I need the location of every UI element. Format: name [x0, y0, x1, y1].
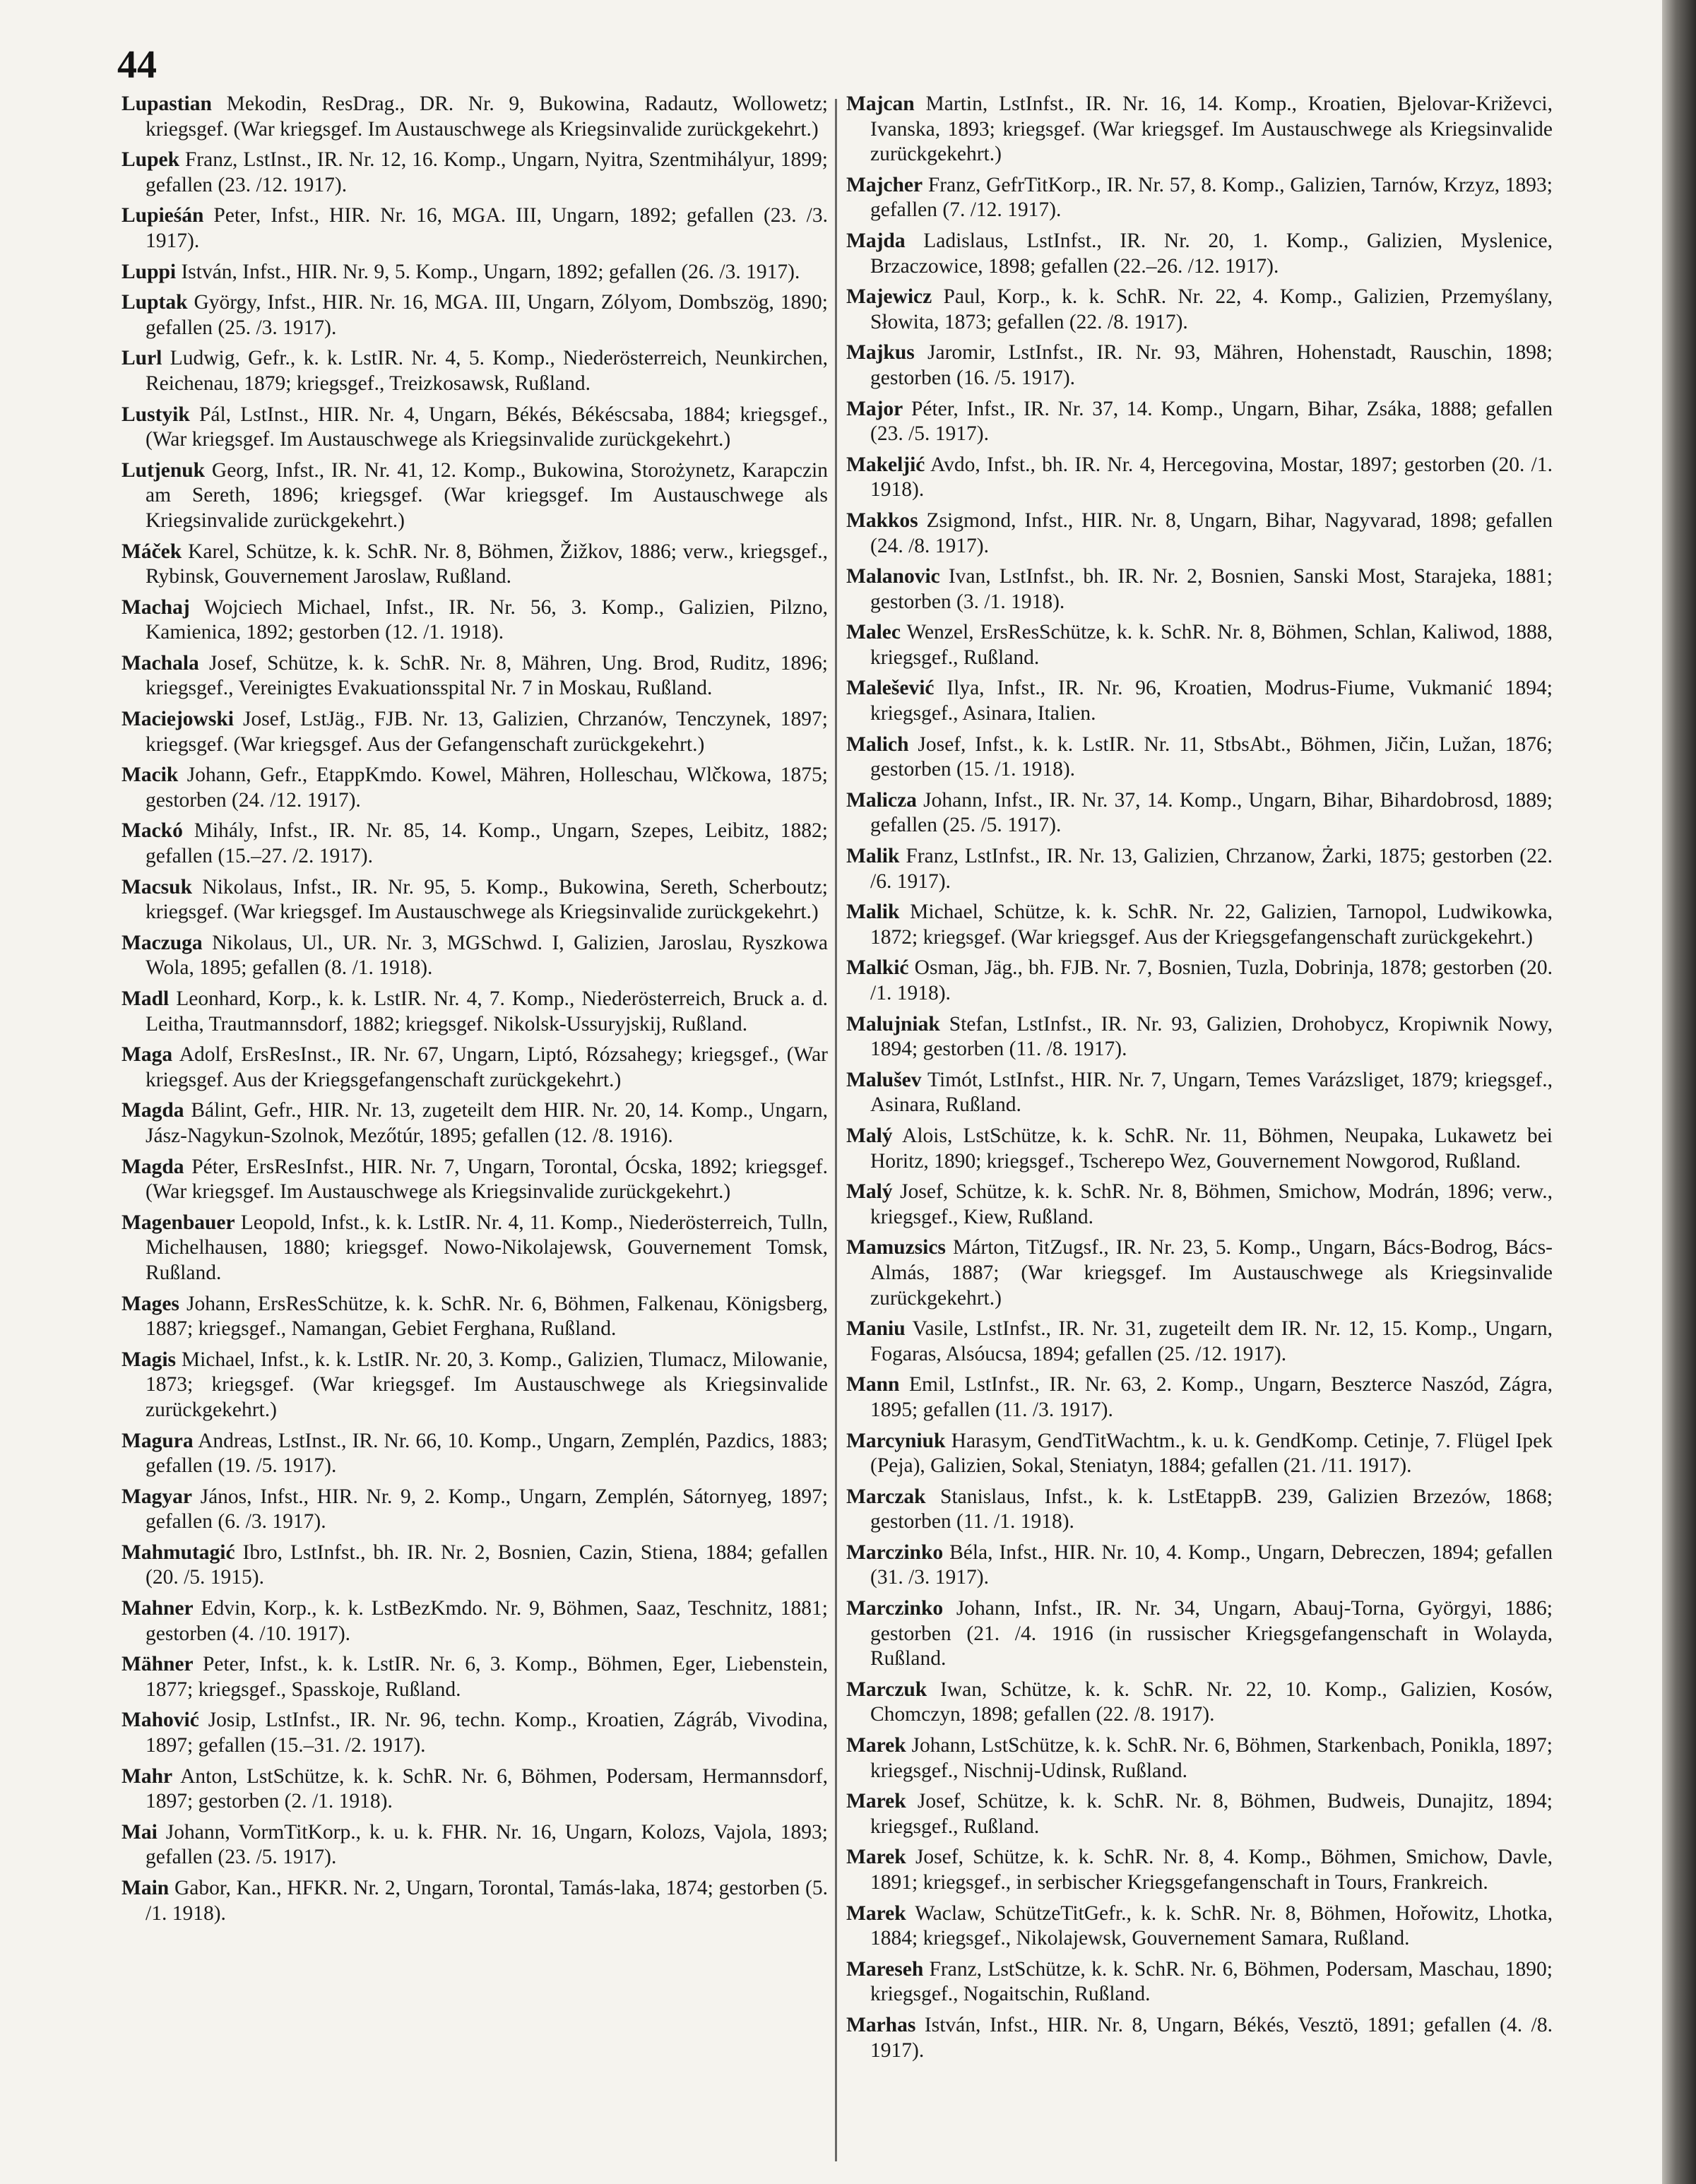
entry-details: Franz, LstInfst., IR. Nr. 13, Galizien, Chrzanow, Żarki, 1875; gestorben (22. /6. 1917). — [870, 845, 1553, 893]
register-entry — [846, 1124, 1553, 1174]
entry-surname: Mareseh — [846, 1957, 924, 1981]
register-entry — [121, 1155, 828, 1205]
entry-surname: Malik — [846, 845, 900, 868]
entry-details: Mekodin, ResDrag., DR. Nr. 9, Bukowina, Radautz, Wollowetz; kriegsgef. (War kriegsgef. Im Austauschwege als Kriegsinvalide zurückgekehrt.) — [146, 93, 828, 141]
entry-details: István, Infst., HIR. Nr. 8, Ungarn, Békés, Vesztö, 1891; gefallen (4. /8. 1917). — [870, 2013, 1553, 2062]
entry-details: Péter, ErsResInfst., HIR. Nr. 7, Ungarn, Torontal, Ócska, 1892; kriegsgef. (War kriegsgef. Im Austauschwege als Kriegsinvalide zurückgekehrt.) — [146, 1155, 828, 1204]
register-entry — [846, 1957, 1553, 2007]
entry-surname: Mai — [121, 1820, 158, 1844]
entry-details: Jaromir, LstInfst., IR. Nr. 93, Mähren, Hohenstadt, Rauschin, 1898; gestorben (16. /5. 1917). — [870, 341, 1553, 389]
register-entry — [846, 1845, 1553, 1895]
register-entry — [121, 92, 828, 142]
register-entry — [846, 788, 1553, 838]
entry-surname: Mages — [121, 1292, 179, 1315]
entry-details: Franz, LstSchütze, k. k. SchR. Nr. 6, Böhmen, Podersam, Maschau, 1890; kriegsgef., Nogaitschin, Rußland. — [870, 1957, 1553, 2006]
register-entry — [121, 1429, 828, 1479]
entry-surname: Mahmutagić — [121, 1541, 235, 1564]
entry-surname: Marek — [846, 1734, 906, 1757]
entry-surname: Malujniak — [846, 1012, 940, 1035]
entry-surname: Magda — [121, 1155, 184, 1178]
entry-details: Wojciech Michael, Infst., IR. Nr. 56, 3. Komp., Galizien, Pilzno, Kamienica, 1892; gestorben (12. /1. 1918). — [146, 595, 828, 644]
entry-surname: Marczinko — [846, 1597, 944, 1620]
entry-surname: Maczuga — [121, 931, 203, 954]
register-entry — [121, 540, 828, 590]
entry-details: Bálint, Gefr., HIR. Nr. 13, zugeteilt dem HIR. Nr. 20, 14. Komp., Ungarn, Jász-Nagykun-Szolnok, Mezőtúr, 1895; gefallen (12. /8. 1916). — [146, 1099, 828, 1147]
entry-surname: Majcher — [846, 173, 923, 196]
entry-surname: Malý — [846, 1180, 893, 1204]
entry-details: Michael, Schütze, k. k. SchR. Nr. 22, Galizien, Tarnopol, Ludwikowka, 1872; kriegsgef. (War kriegsgef. Aus der Kriegsgefangenschaft zurückgekehrt.) — [870, 901, 1553, 949]
entry-details: Péter, Infst., IR. Nr. 37, 14. Komp., Ungarn, Bihar, Zsáka, 1888; gefallen (23. /5. 1917). — [870, 397, 1553, 446]
entry-surname: Magis — [121, 1348, 177, 1371]
entry-details: Leopold, Infst., k. k. LstIR. Nr. 4, 11. Komp., Niederösterreich, Tulln, Michelhausen, 1880; kriegsgef. Nowo-Nikolajewsk, Gouvernement Tomsk, Rußland. — [146, 1211, 828, 1284]
register-entry — [846, 1372, 1553, 1423]
entry-surname: Maniu — [846, 1317, 906, 1341]
entry-details: Peter, Infst., k. k. LstIR. Nr. 6, 3. Komp., Böhmen, Eger, Liebenstein, 1877; kriegsgef., Spasskoje, Rußland. — [146, 1653, 828, 1701]
entry-surname: Mamuzsics — [846, 1236, 946, 1259]
entry-surname: Majkus — [846, 341, 915, 364]
entry-details: Johann, LstSchütze, k. k. SchR. Nr. 6, Böhmen, Starkenbach, Ponikla, 1897; kriegsgef., Nischnij-Udinsk, Rußland. — [870, 1734, 1553, 1782]
entry-details: Osman, Jäg., bh. FJB. Nr. 7, Bosnien, Tuzla, Dobrinja, 1878; gestorben (20. /1. 1918). — [870, 956, 1553, 1004]
entry-surname: Mahr — [121, 1764, 173, 1788]
entry-surname: Majda — [846, 229, 906, 252]
register-entry — [846, 732, 1553, 783]
entry-details: Josef, Infst., k. k. LstIR. Nr. 11, StbsAbt., Böhmen, Jičin, Lužan, 1876; gestorben (15. /1. 1918). — [870, 732, 1553, 781]
entry-details: Anton, LstSchütze, k. k. SchR. Nr. 6, Böhmen, Podersam, Hermannsdorf, 1897; gestorben (2. /1. 1918). — [146, 1764, 828, 1813]
entry-details: Franz, LstInst., IR. Nr. 12, 16. Komp., Ungarn, Nyitra, Szentmihályur, 1899; gefallen (23. /12. 1917). — [146, 148, 828, 196]
entry-surname: Mahner — [121, 1597, 194, 1620]
entry-details: Ludwig, Gefr., k. k. LstIR. Nr. 4, 5. Komp., Niederösterreich, Neunkirchen, Reichenau, 1879; kriegsgef., Treizkosawsk, Rußland. — [146, 347, 828, 395]
entry-details: Josip, LstInfst., IR. Nr. 96, techn. Komp., Kroatien, Zágráb, Vivodina, 1897; gefallen (15.–31. /2. 1917). — [146, 1709, 828, 1757]
entry-surname: Máček — [121, 540, 182, 563]
entry-surname: Majcan — [846, 93, 915, 115]
entry-surname: Marcyniuk — [846, 1429, 946, 1452]
register-entry — [846, 620, 1553, 670]
entry-details: Ibro, LstInfst., bh. IR. Nr. 2, Bosnien, Cazin, Stiena, 1884; gefallen (20. /5. 1915). — [146, 1541, 828, 1589]
register-entry — [121, 819, 828, 869]
register-entry — [121, 1348, 828, 1423]
entry-details: Josef, Schütze, k. k. SchR. Nr. 8, Böhmen, Smichow, Modrán, 1896; verw., kriegsgef., Kiew, Rußland. — [870, 1180, 1553, 1228]
entry-details: Johann, Gefr., EtappKmdo. Kowel, Mähren, Holleschau, Wlčkowa, 1875; gestorben (24. /12. 1917). — [146, 764, 828, 812]
register-entry — [846, 956, 1553, 1006]
register-entry — [846, 1235, 1553, 1311]
entry-surname: Lurl — [121, 347, 162, 370]
register-entry — [121, 148, 828, 198]
entry-details: Gabor, Kan., HFKR. Nr. 2, Ungarn, Torontal, Tamás-laka, 1874; gestorben (5. /1. 1918). — [146, 1877, 828, 1925]
entry-details: Emil, LstInfst., IR. Nr. 63, 2. Komp., Ungarn, Beszterce Naszód, Zágra, 1895; gefallen (11. /3. 1917). — [870, 1373, 1553, 1421]
register-entry — [846, 1429, 1553, 1479]
entry-details: Martin, LstInfst., IR. Nr. 16, 14. Komp., Kroatien, Bjelovar-Križevci, Ivanska, 1893; kriegsgef. (War kriegsgef. Im Austauschwege als Kriegsinvalide zurückgekehrt.) — [870, 93, 1553, 166]
register-entry — [846, 453, 1553, 503]
register-entry — [121, 1211, 828, 1286]
entry-surname: Machaj — [121, 595, 190, 619]
entry-details: Harasym, GendTitWachtm., k. u. k. GendKomp. Cetinje, 7. Flügel Ipek (Peja), Galizien, Sokal, Steniatyn, 1884; gefallen (21. /11. 1917). — [870, 1429, 1553, 1478]
entry-surname: Mackó — [121, 819, 183, 843]
register-entry — [846, 1012, 1553, 1062]
entry-surname: Marczak — [846, 1485, 926, 1508]
entry-surname: Macsuk — [121, 875, 192, 898]
column-divider — [835, 99, 837, 2161]
entry-details: Johann, Infst., IR. Nr. 37, 14. Komp., Ungarn, Bihar, Bihardobrosd, 1889; gefallen (25. /5. 1917). — [870, 788, 1553, 837]
entry-details: Johann, ErsResSchütze, k. k. SchR. Nr. 6, Böhmen, Falkenau, Königsberg, 1887; kriegsgef., Namangan, Gebiet Ferghana, Rußland. — [146, 1292, 828, 1341]
entry-details: Stefan, LstInfst., IR. Nr. 93, Galizien, Drohobycz, Kropiwnik Nowy, 1894; gestorben (11. /8. 1917). — [870, 1012, 1553, 1061]
entry-details: Johann, Infst., IR. Nr. 34, Ungarn, Abauj-Torna, Györgyi, 1886; gestorben (21. /4. 1916 (in russischer Kriegsgefangenschaft in Wolayda, Rußland. — [870, 1597, 1553, 1670]
entry-details: Michael, Infst., k. k. LstIR. Nr. 20, 3. Komp., Galizien, Tlumacz, Milowanie, 1873; kriegsgef. (War kriegsgef. Im Austauschwege als Kriegsinvalide zurückgekehrt.) — [146, 1348, 828, 1421]
entry-surname: Magda — [121, 1099, 184, 1122]
register-entry — [846, 397, 1553, 447]
entry-surname: Malkić — [846, 956, 909, 980]
entry-surname: Malec — [846, 621, 901, 644]
entry-details: Béla, Infst., HIR. Nr. 10, 4. Komp., Ungarn, Debreczen, 1894; gefallen (31. /3. 1917). — [870, 1541, 1553, 1589]
entry-surname: Macik — [121, 764, 179, 787]
entry-details: Stanislaus, Infst., k. k. LstEtappB. 239, Galizien Brzezów, 1868; gestorben (11. /1. 1918). — [870, 1485, 1553, 1533]
entry-surname: Lupastian — [121, 93, 212, 115]
entry-details: Ilya, Infst., IR. Nr. 96, Kroatien, Modrus-Fiume, Vukmanić 1894; kriegsgef., Asinara, Italien. — [870, 677, 1553, 725]
entry-details: Vasile, LstInfst., IR. Nr. 31, zugeteilt dem IR. Nr. 12, 15. Komp., Ungarn, Fogaras, Alsóucsa, 1894; gefallen (25. /12. 1917). — [870, 1317, 1553, 1365]
entry-surname: Makkos — [846, 509, 918, 532]
entry-details: Mihály, Infst., IR. Nr. 85, 14. Komp., Ungarn, Szepes, Leibitz, 1882; gefallen (15.–27. /2. 1917). — [146, 819, 828, 868]
entry-details: Franz, GefrTitKorp., IR. Nr. 57, 8. Komp., Galizien, Tarnów, Krzyz, 1893; gefallen (7. /12. 1917). — [870, 173, 1553, 222]
entry-details: Nikolaus, Infst., IR. Nr. 95, 5. Komp., Bukowina, Sereth, Scherboutz; kriegsgef. (War kriegsgef. Im Austauschwege als Kriegsinvalide zurückgekehrt.) — [146, 875, 828, 924]
register-entry — [846, 676, 1553, 726]
entry-surname: Marek — [846, 1790, 906, 1813]
register-entry — [121, 346, 828, 396]
entry-surname: Malý — [846, 1124, 893, 1147]
register-entry — [846, 900, 1553, 950]
register-entry — [846, 1678, 1553, 1728]
entry-surname: Malik — [846, 901, 900, 924]
register-entry — [121, 651, 828, 701]
register-entry — [846, 92, 1553, 167]
entry-surname: Malicza — [846, 788, 917, 812]
register-entry — [846, 285, 1553, 335]
entry-details: Josef, Schütze, k. k. SchR. Nr. 8, Mähren, Ung. Brod, Ruditz, 1896; kriegsgef., Vereinigtes Evakuationsspital Nr. 7 in Moskau, Rußland. — [146, 651, 828, 700]
entry-surname: Lutjenuk — [121, 458, 206, 482]
entry-surname: Luppi — [121, 260, 177, 283]
entry-details: Paul, Korp., k. k. SchR. Nr. 22, 4. Komp., Galizien, Przemyślany, Słowita, 1873; gefallen (22. /8. 1917). — [870, 285, 1553, 333]
column-right — [846, 92, 1553, 2176]
entry-details: Peter, Infst., HIR. Nr. 16, MGA. III, Ungarn, 1892; gefallen (23. /3. 1917). — [146, 204, 828, 252]
entry-details: Leonhard, Korp., k. k. LstIR. Nr. 4, 7. Komp., Niederösterreich, Bruck a. d. Leitha, Trautmannsdorf, 1882; kriegsgef. Nikolsk-Ussuryjskij, Rußland. — [146, 987, 828, 1035]
entry-details: Josef, Schütze, k. k. SchR. Nr. 8, 4. Komp., Böhmen, Smichow, Davle, 1891; kriegsgef., in serbischer Kriegsgefangenschaft in Tours, Frankreich. — [870, 1846, 1553, 1894]
entry-surname: Maga — [121, 1043, 173, 1067]
register-entry — [846, 2013, 1553, 2063]
entry-details: Zsigmond, Infst., HIR. Nr. 8, Ungarn, Bihar, Nagyvarad, 1898; gefallen (24. /8. 1917). — [870, 509, 1553, 557]
entry-details: Ivan, LstInfst., bh. IR. Nr. 2, Bosnien, Sanski Most, Starajeka, 1881; gestorben (3. /1. 1918). — [870, 565, 1553, 613]
entry-details: Georg, Infst., IR. Nr. 41, 12. Komp., Bukowina, Storożynetz, Karapczin am Sereth, 1896; kriegsgef. (War kriegsgef. Im Austauschwege als Kriegsinvalide zurückgekehrt.) — [146, 458, 828, 532]
entry-surname: Mähner — [121, 1653, 194, 1676]
entry-surname: Majewicz — [846, 285, 932, 309]
entry-details: György, Infst., HIR. Nr. 16, MGA. III, Ungarn, Zólyom, Dombszög, 1890; gefallen (25. /3. 1917). — [146, 291, 828, 339]
entry-details: Waclaw, SchützeTitGefr., k. k. SchR. Nr. 8, Böhmen, Hořowitz, Lhotka, 1884; kriegsgef., Nikolajewsk, Gouvernement Samara, Rußland. — [870, 1901, 1553, 1950]
page-number: 44 — [117, 43, 157, 87]
entry-details: Karel, Schütze, k. k. SchR. Nr. 8, Böhmen, Žižkov, 1886; verw., kriegsgef., Rybinsk, Gouvernement Jaroslaw, Rußland. — [146, 540, 828, 588]
register-entry — [121, 1820, 828, 1870]
register-entry — [846, 1541, 1553, 1591]
entry-details: Adolf, ErsResInst., IR. Nr. 67, Ungarn, Liptó, Rózsahegy; kriegsgef., (War kriegsgef. Aus der Kriegsgefangenschaft zurückgekehrt.) — [146, 1043, 828, 1091]
register-entry — [121, 707, 828, 757]
register-entry — [121, 1764, 828, 1815]
register-entry — [121, 290, 828, 340]
register-entry — [121, 595, 828, 646]
register-entry — [846, 1317, 1553, 1367]
register-entry — [846, 844, 1553, 894]
register-entry — [121, 1596, 828, 1646]
entry-details: Iwan, Schütze, k. k. SchR. Nr. 22, 10. Komp., Galizien, Kosów, Chomczyn, 1898; gefallen (22. /8. 1917). — [870, 1678, 1553, 1726]
entry-surname: Mann — [846, 1373, 900, 1396]
entry-surname: Magura — [121, 1429, 194, 1452]
register-entry — [846, 229, 1553, 279]
register-entry — [846, 1733, 1553, 1784]
entry-surname: Lupek — [121, 148, 179, 172]
register-entry — [846, 1596, 1553, 1672]
entry-surname: Mahović — [121, 1709, 199, 1732]
entry-surname: Marczinko — [846, 1541, 944, 1564]
register-entry — [121, 1652, 828, 1702]
register-entry — [121, 875, 828, 925]
entry-surname: Malešević — [846, 677, 935, 700]
entry-surname: Makeljić — [846, 453, 925, 476]
register-entry — [846, 1068, 1553, 1118]
entry-details: Josef, LstJäg., FJB. Nr. 13, Galizien, Chrzanów, Tenczynek, 1897; kriegsgef. (War kriegsgef. Aus der Gefangenschaft zurückgekehrt.) — [146, 708, 828, 756]
entry-surname: Lupieśán — [121, 204, 204, 227]
register-entry — [121, 763, 828, 813]
entry-surname: Magenbauer — [121, 1211, 235, 1234]
register-entry — [846, 340, 1553, 391]
register-entry — [846, 1789, 1553, 1839]
entry-surname: Marhas — [846, 2013, 916, 2036]
entry-surname: Main — [121, 1877, 170, 1899]
register-entry — [846, 509, 1553, 559]
register-entry — [846, 1180, 1553, 1230]
entry-details: Ladislaus, LstInfst., IR. Nr. 20, 1. Komp., Galizien, Myslenice, Brzaczowice, 1898; gefallen (22.–26. /12. 1917). — [870, 229, 1553, 278]
register-entry — [121, 203, 828, 254]
register-entry — [121, 260, 828, 285]
register-entry — [846, 173, 1553, 223]
entry-details: János, Infst., HIR. Nr. 9, 2. Komp., Ungarn, Zemplén, Sátornyeg, 1897; gefallen (6. /3. 1917). — [146, 1485, 828, 1533]
entry-details: Johann, VormTitKorp., k. u. k. FHR. Nr. 16, Ungarn, Kolozs, Vajola, 1893; gefallen (23. /5. 1917). — [146, 1820, 828, 1869]
page-edge-shadow — [1662, 0, 1696, 2184]
entry-surname: Major — [846, 397, 903, 420]
register-entry — [121, 403, 828, 453]
entry-details: István, Infst., HIR. Nr. 9, 5. Komp., Ungarn, 1892; gefallen (26. /3. 1917). — [181, 260, 800, 283]
entry-details: Alois, LstSchütze, k. k. SchR. Nr. 11, Böhmen, Neupaka, Lukawetz bei Horitz, 1890; kriegsgef., Tscherepo Wez, Gouvernement Nowgorod, Rußland. — [870, 1124, 1553, 1173]
register-entry — [121, 931, 828, 981]
register-entry — [121, 458, 828, 534]
entry-surname: Maciejowski — [121, 708, 234, 731]
entry-surname: Machala — [121, 651, 199, 675]
entry-details: Pál, LstInst., HIR. Nr. 4, Ungarn, Békés, Békéscsaba, 1884; kriegsgef., (War kriegsgef. Im Austauschwege als Kriegsinvalide zurückgekehrt.) — [146, 403, 828, 451]
entry-surname: Marczuk — [846, 1678, 927, 1701]
entry-surname: Lustyik — [121, 403, 190, 426]
register-entry — [846, 1485, 1553, 1535]
register-entry — [121, 1043, 828, 1093]
register-entry — [846, 1901, 1553, 1952]
register-entry — [121, 1292, 828, 1342]
register-entry — [121, 1098, 828, 1149]
entry-surname: Magyar — [121, 1485, 192, 1508]
entry-surname: Madl — [121, 987, 170, 1010]
entry-details: Josef, Schütze, k. k. SchR. Nr. 8, Böhmen, Budweis, Dunajitz, 1894; kriegsgef., Rußland. — [870, 1790, 1553, 1838]
entry-details: Timót, LstInfst., HIR. Nr. 7, Ungarn, Temes Varázsliget, 1879; kriegsgef., Asinara, Rußland. — [870, 1068, 1553, 1117]
register-entry — [846, 564, 1553, 615]
register-entry — [121, 1485, 828, 1535]
entry-details: Avdo, Infst., bh. IR. Nr. 4, Hercegovina, Mostar, 1897; gestorben (20. /1. 1918). — [870, 453, 1553, 502]
register-entry — [121, 1876, 828, 1926]
entry-surname: Luptak — [121, 291, 188, 314]
entry-surname: Malušev — [846, 1068, 922, 1091]
entry-details: Andreas, LstInst., IR. Nr. 66, 10. Komp., Ungarn, Zemplén, Pazdics, 1883; gefallen (19. /5. 1917). — [146, 1429, 828, 1478]
entry-details: Wenzel, ErsResSchütze, k. k. SchR. Nr. 8, Böhmen, Schlan, Kaliwod, 1888, kriegsgef., Rußland. — [870, 621, 1553, 669]
entry-surname: Marek — [846, 1901, 906, 1925]
entry-details: Nikolaus, Ul., UR. Nr. 3, MGSchwd. I, Galizien, Jaroslau, Ryszkowa Wola, 1895; gefallen (8. /1. 1918). — [146, 931, 828, 980]
entry-details: Edvin, Korp., k. k. LstBezKmdo. Nr. 9, Böhmen, Saaz, Teschnitz, 1881; gestorben (4. /10. 1917). — [146, 1597, 828, 1645]
column-left — [121, 92, 828, 2176]
entry-surname: Malich — [846, 732, 909, 756]
entry-surname: Marek — [846, 1846, 906, 1869]
register-entry — [121, 987, 828, 1037]
entry-details: Márton, TitZugsf., IR. Nr. 23, 5. Komp., Ungarn, Bács-Bodrog, Bács-Almás, 1887; (War kriegsgef. Im Austauschwege als Kriegsinvalide zurückgekehrt.) — [870, 1236, 1553, 1310]
entry-surname: Malanovic — [846, 565, 940, 588]
register-entry — [121, 1541, 828, 1591]
register-entry — [121, 1708, 828, 1758]
